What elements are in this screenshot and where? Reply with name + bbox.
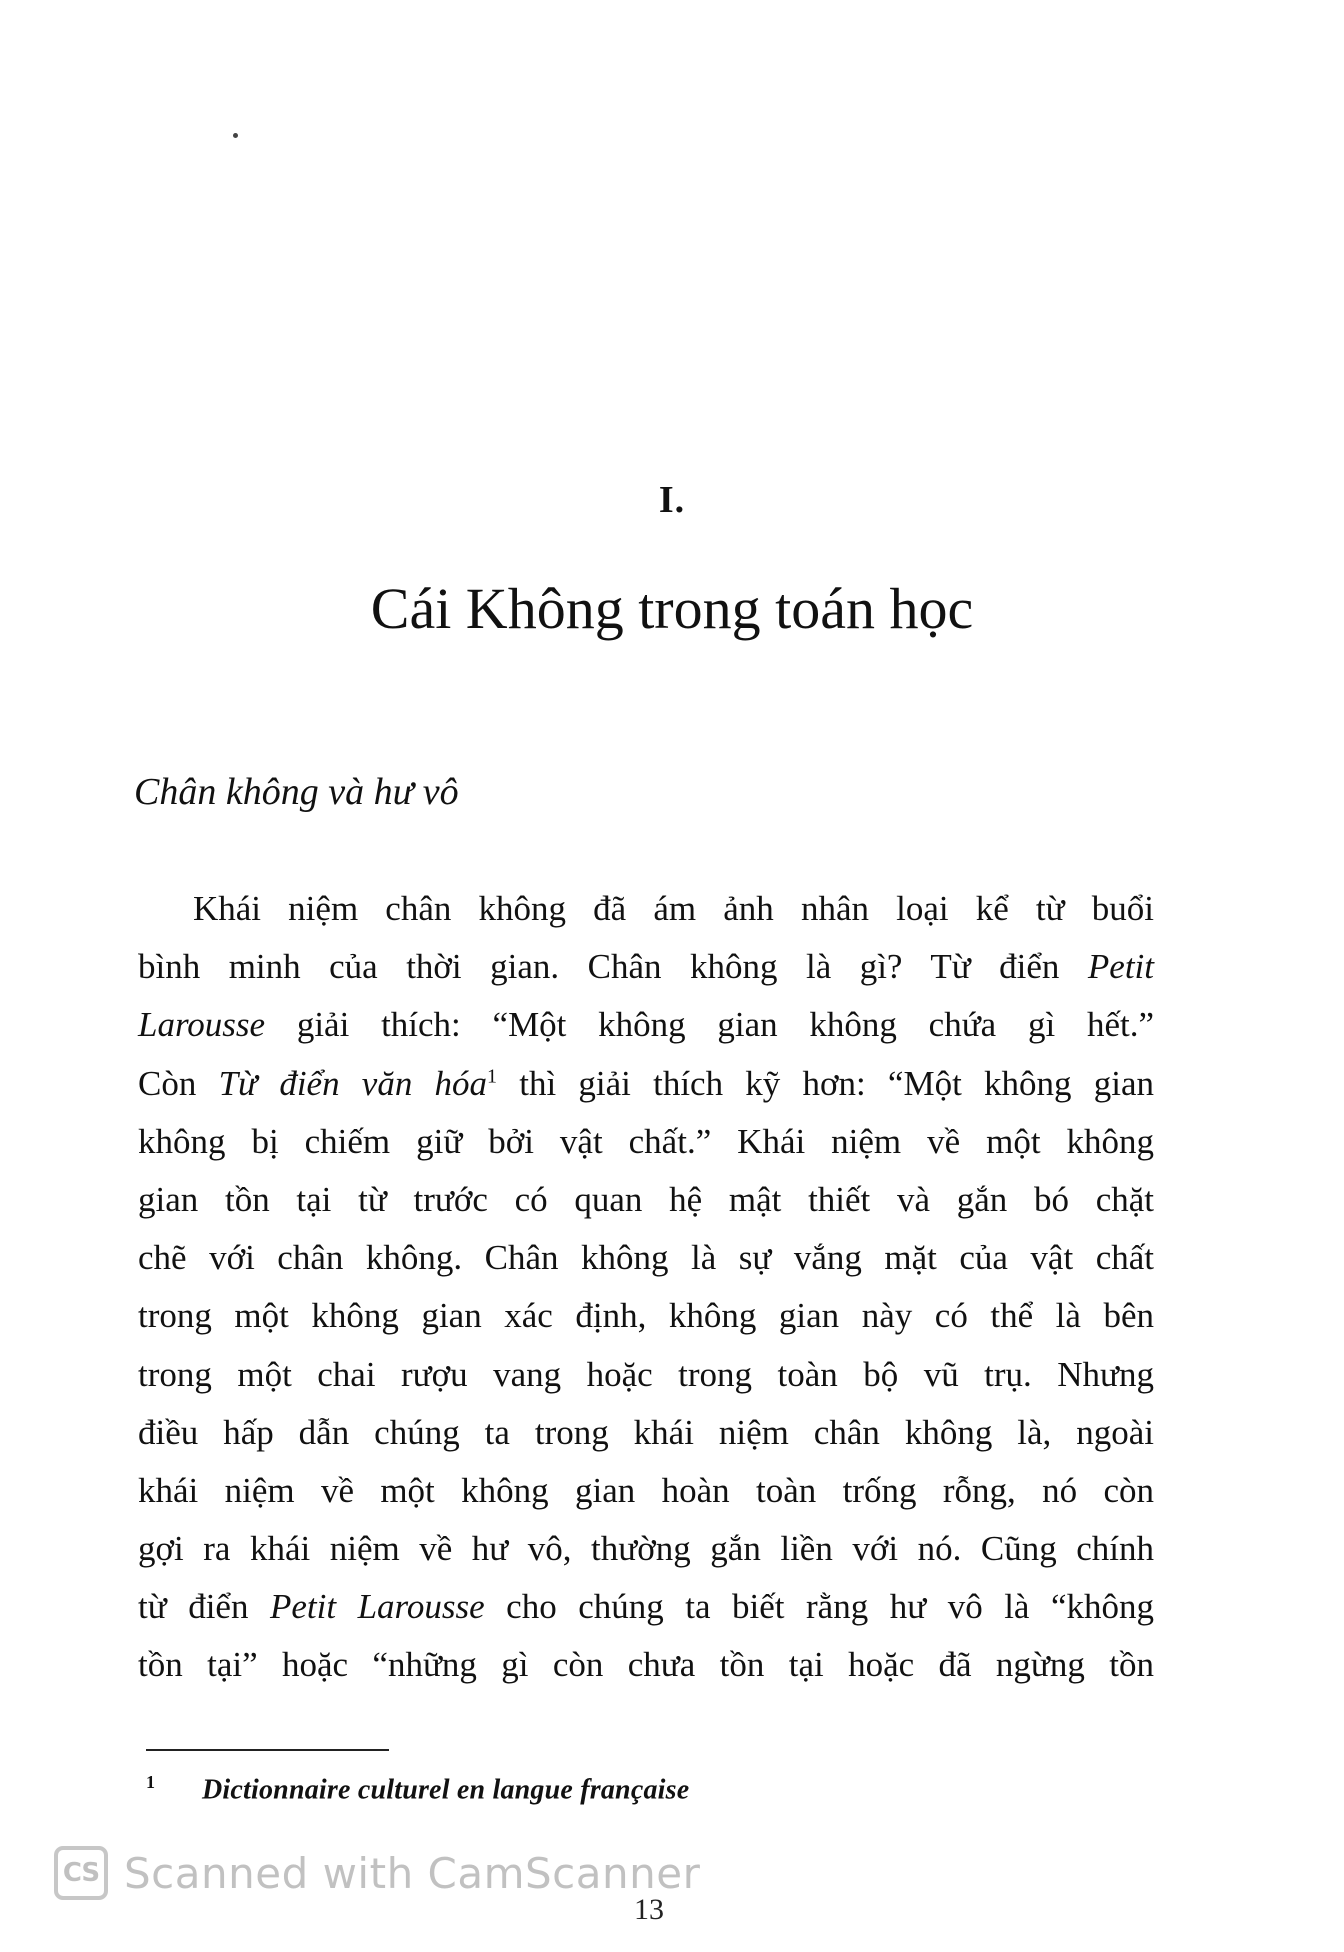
body-line: trong một không gian xác định, không gian này có thể là bên [138,1296,1154,1336]
body-line: gợi ra khái niệm về hư vô, thường gắn liền với nó. Cũng chính [138,1529,1154,1569]
footnote-reference: 1 [487,1064,498,1087]
footnote [146,1772,689,1806]
section-title: Chân không và hư vô [134,771,459,813]
italic-term: Petit [1087,947,1154,987]
body-line: bình minh của thời gian. Chân không là gì? Từ điển Petit [138,947,1154,987]
body-line: tồn tại” hoặc “những gì còn chưa tồn tại hoặc đã ngừng tồn [138,1645,1154,1685]
body-line: gian tồn tại từ trước có quan hệ mật thiết và gắn bó chặt [138,1179,1154,1219]
italic-term: Petit Larousse [269,1587,485,1627]
body-line: khái niệm về một không gian hoàn toàn trống rỗng, nó còn [138,1470,1154,1510]
footnote-divider [146,1749,389,1751]
body-line: không bị chiếm giữ bởi vật chất.” Khái niệm về một không [138,1121,1154,1161]
chapter-title: Cái Không trong toán học [370,576,974,641]
camscanner-logo-icon: CS [54,1846,108,1900]
watermark-text: Scanned with CamScanner [124,1848,701,1898]
scanner-watermark [54,1845,700,1901]
body-line: điều hấp dẫn chúng ta trong khái niệm chân không là, ngoài [138,1412,1154,1452]
page-number: 13 [634,1893,664,1926]
footnote-marker: 1 [146,1772,155,1792]
body-line: chẽ với chân không. Chân không là sự vắng mặt của vật chất [138,1238,1154,1278]
body-line: Larousse giải thích: “Một không gian không chứa gì hết.” [138,1005,1154,1045]
body-line: Còn Từ điển văn hóa$^1$ thì giải thích kỹ hơn: “Một không gian [138,1063,1154,1103]
chapter-number: I. [658,479,686,521]
body-line: Khái niệm chân không đã ám ảnh nhân loại kể từ buổi [193,889,1154,928]
italic-term: Từ điển văn hóa [218,1063,488,1103]
body-line: trong một chai rượu vang hoặc trong toàn bộ vũ trụ. Nhưng [138,1354,1154,1394]
footnote-text: Dictionnaire culturel en langue française [202,1774,690,1806]
body-line: từ điển Petit Larousse cho chúng ta biết rằng hư vô là “không [138,1587,1155,1627]
italic-term: Larousse [138,1005,266,1045]
body-paragraph [138,880,1154,1695]
scan-speck [233,133,238,138]
